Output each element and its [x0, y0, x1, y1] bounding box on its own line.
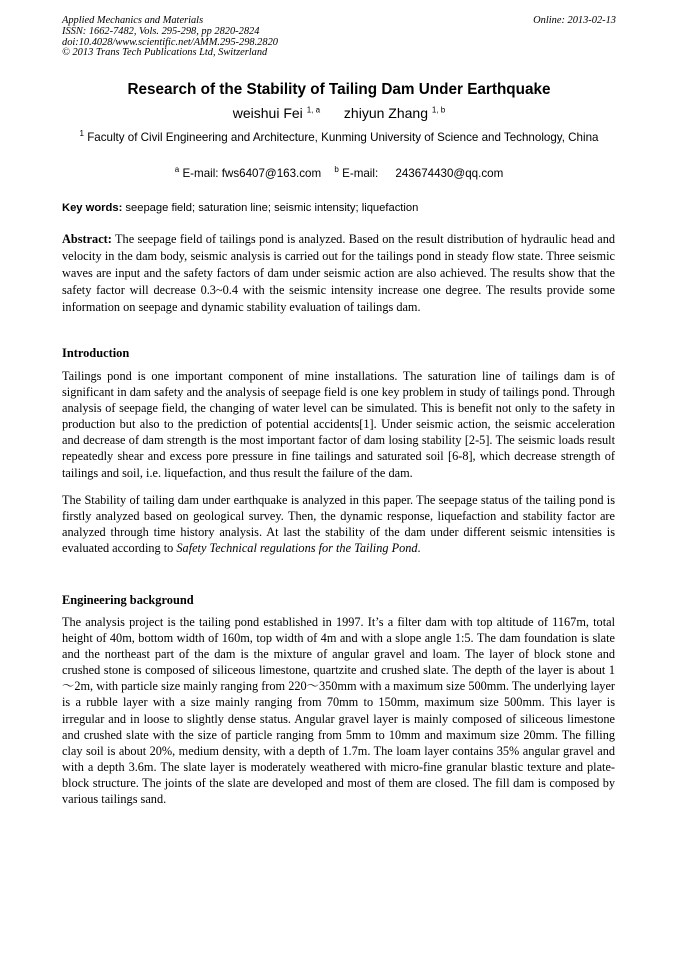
author-name: zhiyun Zhang [343, 105, 428, 121]
regulation-title: Safety Technical regulations for the Tailing Pond [176, 541, 418, 556]
abstract [62, 231, 615, 316]
affiliation-sup: 1 [79, 129, 84, 139]
email-b-label: E-mail: [342, 167, 379, 180]
author-affil-sup: 1, a [306, 105, 321, 115]
paper-title: Research of the Stability of Tailing Dam Under Earthquake [127, 81, 551, 98]
keywords-text: seepage field; saturation line; seismic intensity; liquefaction [125, 202, 419, 214]
intro-paragraph-2-end: . [417, 541, 421, 556]
online-date: Online: 2013-02-13 [533, 15, 616, 26]
affiliation [76, 130, 602, 147]
email-a-sup: a [174, 165, 180, 175]
author-name: weishui Fei [232, 105, 303, 121]
author-affil-sup: 1, b [431, 105, 446, 115]
engineering-paragraph: The analysis project is the tailing pond established in 1997. It’s a filter dam with top altitude of 1167m, total height of 40m, bottom width of 160m, top width of 4m and with a slope angle 1:5. The dam foundation is slate and the northeast part of the dam is the mixture of angular gravel and loam. The layer of block stone and crushed stone is composed of siliceous limestone, quartzite and crushed slate. The depth of the layer is about 1～2m, with particle size mainly ranging from 220～350mm with a maximum size 500mm. The underlying layer is a rubble layer with a size mainly ranging from 70mm to 150mm, maximum size 500mm. This layer is irregular and in loose to slightly dense status. Angular gravel layer is mainly composed of siliceous limestone and crushed slate with the size of particle ranging from 5mm to 10mm and maximum size 20mm. The filling clay soil is about 20%, medium density, with a depth of 1.7m. The loam layer contains 35% angular gravel and with a depth 3.6m. The slate layer is moderately weathered with micro-fine granular blastic texture and plate-block structure. The joints of the slate are developed and most of them are closed. The fill dam is composed by various tailings sand. [62, 615, 615, 807]
abstract-label: Abstract: [62, 232, 112, 246]
intro-paragraph-2-text: The Stability of tailing dam under earthquake is analyzed in this paper. The seepage status of the tailing pond is firstly analyzed based on geological survey. Then, the dynamic response, liquefaction and stability factor are analyzed through time history analysis. At last the stability of the dam under different seismic intensities is evaluated according to [62, 493, 615, 556]
email-b-address: 243674430@qq.com [395, 167, 504, 180]
email-a: E-mail: fws6407@163.com [182, 167, 322, 180]
doi-line: doi:10.4028/www.scientific.net/AMM.295-298.2820 [62, 36, 278, 48]
issn-line: ISSN: 1662-7482, Vols. 295-298, pp 2820-2824 [62, 25, 260, 37]
journal-name: Applied Mechanics and Materials [62, 15, 204, 26]
emails [40, 166, 638, 181]
section-heading-engineering-background: Engineering background [62, 593, 194, 607]
affiliation-text: Faculty of Civil Engineering and Architecture, Kunming University of Science and Technology, China [87, 131, 599, 144]
keywords [62, 201, 622, 216]
keywords-label: Key words: [62, 202, 123, 214]
author-list [40, 104, 638, 122]
section-heading-introduction: Introduction [62, 346, 130, 360]
intro-paragraph-2 [62, 492, 615, 556]
email-b-sup: b [334, 165, 339, 175]
journal-header [62, 16, 392, 59]
copyright-line: © 2013 Trans Tech Publications Ltd, Switzerland [62, 47, 268, 59]
abstract-text: The seepage field of tailings pond is analyzed. Based on the result distribution of hydraulic head and velocity in the dam body, seismic analysis is carried out for the tailings pond in steady flow state. Three seismic waves are input and the safety factors of dam under seismic action are also achieved. The results show that the safety factor will decrease 0.3~0.4 with the seismic intensity increase one degree. The results provide some information on seepage and dynamic stability evaluation of tailings dam. [62, 232, 616, 314]
intro-paragraph-1: Tailings pond is one important component of mine installations. The saturation line of tailings dam is of significant in dam safety and the analysis of seepage field is one key problem in study of tailings pond. Through analysis of seepage field, the changing of water level can be simulated. This is benefit not only to the safety in production but also to the prediction of potential accidents[1]. Under seismic action, the seismic acceleration and decrease of dam strength is the most important factor of dam losing stability [2-5]. The seismic loads result repeatedly shear and excess pore pressure in fine tailings and saturated soil [6-8], which decrease strength of tailings and soil, i.e. liquefaction, and thus result the failure of the dam. [62, 369, 615, 480]
